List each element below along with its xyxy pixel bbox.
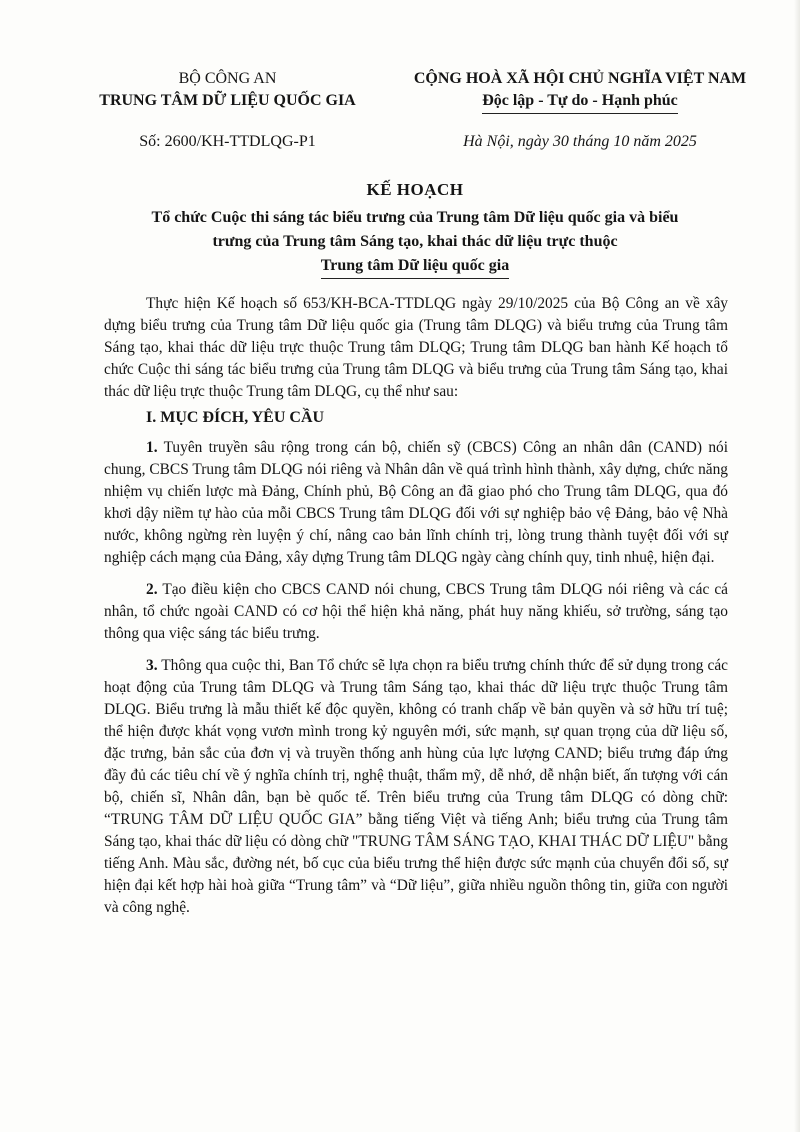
item-1-number: 1. (146, 439, 158, 456)
national-title-block (380, 68, 780, 114)
document-body (104, 293, 728, 929)
place-and-date: Hà Nội, ngày 30 tháng 10 năm 2025 (463, 133, 697, 150)
document-type: KẾ HOẠCH (366, 180, 464, 199)
issuing-agency-block (80, 68, 375, 112)
item-2-text: Tạo điều kiện cho CBCS CAND nói chung, CBCS Trung tâm DLQG nói riêng và các cá nhân, tổ chức ngoài CAND có cơ hội thể hiện khả năng, phát huy năng khiếu, sở trường, sáng tạo thông qua việc sáng tác biểu trưng. (104, 581, 728, 642)
national-motto: Độc lập - Tự do - Hạnh phúc (482, 90, 678, 114)
item-2-paragraph (104, 579, 728, 645)
subject-line-1: Tổ chức Cuộc thi sáng tác biểu trưng của Trung tâm Dữ liệu quốc gia và biểu (151, 209, 679, 226)
subject-line-3: Trung tâm Dữ liệu quốc gia (321, 254, 509, 279)
issuing-unit: TRUNG TÂM DỮ LIỆU QUỐC GIA (99, 92, 356, 109)
intro-paragraph: Thực hiện Kế hoạch số 653/KH-BCA-TTDLQG ngày 29/10/2025 của Bộ Công an về xây dựng biểu trưng của Trung tâm Dữ liệu quốc gia (Trung tâm DLQG) và biểu trưng của Trung tâm Sáng tạo, khai thác dữ liệu trực thuộc Trung tâm DLQG; Trung tâm DLQG ban hành Kế hoạch tổ chức Cuộc thi sáng tác biểu trưng của Trung tâm DLQG và biểu trưng của Trung tâm Sáng tạo, khai thác dữ liệu trực thuộc Trung tâm DLQG, cụ thể như sau: (104, 295, 728, 400)
item-3-number: 3. (146, 657, 158, 674)
subject-line-2: trưng của Trung tâm Sáng tạo, khai thác dữ liệu trực thuộc (212, 233, 618, 250)
nation-name: CỘNG HOÀ XÃ HỘI CHỦ NGHĨA VIỆT NAM (413, 70, 747, 87)
scan-edge-shadow (794, 0, 800, 1132)
item-1-paragraph (104, 437, 728, 569)
section-1-heading: I. MỤC ĐÍCH, YÊU CẦU (146, 409, 325, 426)
item-1-text: Tuyên truyền sâu rộng trong cán bộ, chiến sỹ (CBCS) Công an nhân dân (CAND) nói chung, CBCS Trung tâm DLQG nói riêng và Nhân dân về quá trình hình thành, xây dựng, chức năng nhiệm vụ chiến lược mà Đảng, Chính phủ, Bộ Công an đã giao phó cho Trung tâm DLQG, qua đó khơi dậy niềm tự hào của mỗi CBCS Trung tâm DLQG đối với sự nghiệp bảo vệ Đảng, bảo vệ Nhà nước, không ngừng rèn luyện ý chí, nâng cao bản lĩnh chính trị, lòng trung thành tuyệt đối với sự nghiệp cách mạng của Đảng, xây dựng Trung tâm DLQG ngày càng chính quy, tinh nhuệ, hiện đại. (104, 439, 728, 566)
document-title-block (95, 178, 735, 279)
document-number: Số: 2600/KH-TTDLQG-P1 (139, 133, 316, 150)
item-2-number: 2. (146, 581, 158, 598)
item-3-paragraph (104, 655, 728, 919)
item-3-text: Thông qua cuộc thi, Ban Tổ chức sẽ lựa chọn ra biểu trưng chính thức để sử dụng trong các hoạt động của Trung tâm DLQG và Trung tâm Sáng tạo, khai thác dữ liệu trực thuộc Trung tâm DLQG. Biểu trưng là mẫu thiết kế độc quyền, không có tranh chấp về bản quyền và sở hữu trí tuệ; thể hiện được khát vọng vươn mình trong kỷ nguyên mới, sức mạnh, sự quan trọng của dữ liệu số, đặc trưng, bản sắc của đơn vị và truyền thống anh hùng của lực lượng CAND; biểu trưng đáp ứng đầy đủ các tiêu chí về ý nghĩa chính trị, nghệ thuật, thẩm mỹ, dễ nhớ, dễ nhận biết, ấn tượng với cán bộ, chiến sĩ, Nhân dân, bạn bè quốc tế. Trên biểu trưng của Trung tâm DLQG có dòng chữ: “TRUNG TÂM DỮ LIỆU QUỐC GIA” bằng tiếng Việt và tiếng Anh; biểu trưng của Trung tâm Sáng tạo, khai thác dữ liệu có dòng chữ "TRUNG TÂM SÁNG TẠO, KHAI THÁC DỮ LIỆU" bằng tiếng Anh. Màu sắc, đường nét, bố cục của biểu trưng thể hiện được sức mạnh của chuyển đổi số, sự hiện đại kết hợp hài hoà giữa “Trung tâm” và “Dữ liệu”, giữa nhiều nguồn thông tin, giữa con người và công nghệ. (104, 657, 728, 916)
parent-agency: BỘ CÔNG AN (178, 70, 277, 87)
